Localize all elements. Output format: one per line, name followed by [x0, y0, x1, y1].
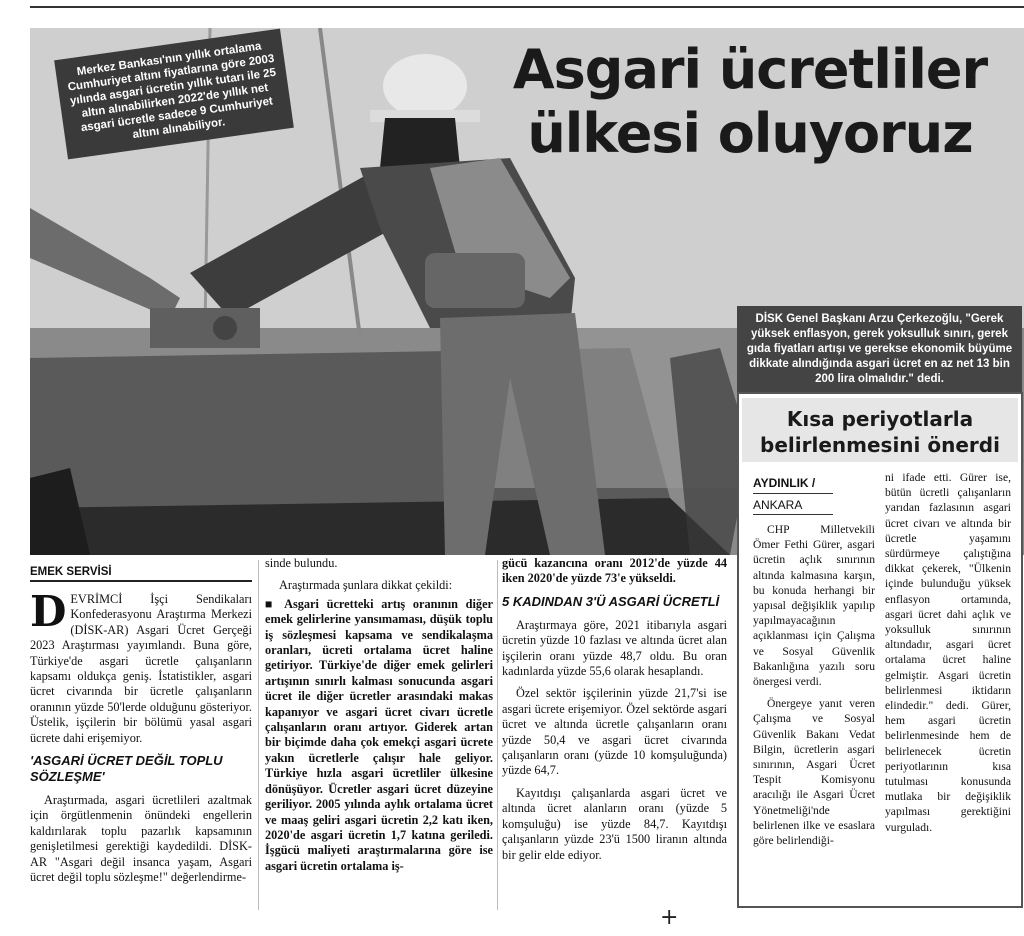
- section-rule: [30, 580, 252, 582]
- gold-callout: Merkez Bankası'nın yıllık ortalama Cumhuriyet altını fiyatlarına göre 2003 yılında asgari ücretin yıllık tutarı ile 25 altın alınabilirken 2022'de yıllık net asgari ücretle sadece 9 Cumhuriyet altını alınabiliyor.: [54, 29, 294, 160]
- byline-source: AYDINLIK /: [753, 476, 816, 490]
- sidebar-column-1: [753, 522, 875, 855]
- article-column-1: [30, 587, 252, 893]
- column-divider: [497, 560, 498, 910]
- section-label: EMEK SERVİSİ: [30, 566, 112, 578]
- crop-mark: +: [660, 905, 679, 930]
- sidebar-title-line-2: belirlenmesini önerdi: [760, 433, 1000, 457]
- col3-subhead: 5 KADINDAN 3'Ü ASGARİ ÜCRETLİ: [502, 593, 720, 609]
- sidebar-column-2: [885, 470, 1011, 842]
- byline-city: ANKARA: [753, 498, 803, 512]
- top-rule: [30, 6, 1024, 8]
- sidebar-title: [742, 398, 1018, 462]
- article-column-3: [502, 556, 727, 870]
- headline: [510, 38, 990, 166]
- col1-subhead: 'ASGARİ ÜCRET DEĞİL TOPLU SÖZLEŞME': [30, 753, 223, 785]
- col1-paragraph-1: EVRİMCİ İşçi Sendikaları Konfederasyonu Araştırma Merkezi (DİSK-AR) Asgari Ücret Gerçeği 2023 Araştırması yayımlandı. Buna göre, Türkiye'de asgari ücretle çalışanların kapsamı oldukça geniş. İstatistikler, asgari ücret civarında bir ücretle çalışanların oranının yüzde 50'lerde olduğunu gösteriyor. Üstelik, işçilerin bir bölümü yasal asgari ücrete dahi erişemiyor.: [30, 592, 252, 745]
- quote-callout: DİSK Genel Başkanı Arzu Çerkezoğlu, "Gerek yüksek enflasyon, gerek yoksulluk sınırı, gerek gıda fiyatları artışı ve gerekse ekonomik büyüme dikkate alındığında asgari ücret en az net 13 bin 200 lira olmalıdır." dedi.: [737, 306, 1022, 393]
- dropcap: D: [30, 587, 67, 636]
- col3-paragraph-2: Araştırmaya göre, 2021 itibarıyla asgari ücretin yüzde 10 fazlası ve altında ücret alan işçilerin oranı yüzde 48,7 oldu. Bu oran kadınlarda yüzde 55,6 olarak hesaplandı.: [502, 617, 727, 679]
- headline-line-1: Asgari ücretliler: [512, 38, 988, 101]
- sidebar-title-line-1: Kısa periyotlarla: [786, 407, 974, 431]
- sidebar-paragraph-1: CHP Milletvekili Ömer Fethi Gürer, asgari ücretin açlık sınırının altında kalmasına karşın, bu konuda herhangi bir yapısal değişiklik yapılıp yapılmayacağının açıklanması için Çalışma ve Sosyal Güvenlik Bakanlığına yazılı soru önergesi verdi.: [753, 523, 875, 689]
- col2-paragraph-2: Araştırmada şunlara dikkat çekildi:: [279, 578, 453, 593]
- col2-paragraph-3: ■ Asgari ücretteki artış oranının diğer emek gelirlerine yansımaması, düşük toplu iş sözleşmesi kapsama ve sendikalaşma oranları, ücreti ortalama ücret haline getiriyor. Türkiye'de diğer emek gelirleri artışının sınırlı kalması sonucunda asgari ücret ile diğer ücretler arasındaki makas kapanıyor ve asgari ücret civarı ücretle çalışanların oranı artıyor. Giderek artan bir biçimde daha çok emekçi asgari ücrete yakın ücretlerle çalışır hale geliyor. Türkiye hızla asgari ücretliler ülkesine dönüşüyor. Ücretler asgari ücret düzeyine geriliyor. 2005 yılında aylık ortalama ücret ve maaş geliri asgari ücretin 2,2 katı iken, 2020'de asgari ücretin 1,7 katına geriledi. İşgücü maliyeti araştırmalarına göre ise asgari ücretin ortalama iş-: [265, 596, 493, 873]
- column-divider: [258, 560, 259, 910]
- col3-paragraph-1: gücü kazancına oranı 2012'de yüzde 44 iken 2020'de yüzde 73'e yükseldi.: [502, 556, 727, 586]
- byline-rule: [753, 493, 833, 494]
- col2-paragraph-1: sinde bulundu.: [265, 556, 338, 570]
- col1-paragraph-2: Araştırmada, asgari ücretlileri azaltmak için örgütlenmenin önündeki engellerin kaldırılarak toplu pazarlık kapsamının genişletilmesi gerektiği kaydedildi. DİSK-AR "Asgari değil insanca yaşam, Asgari ücret değil toplu sözleşme!" değerlendirme-: [30, 793, 252, 885]
- byline-rule: [753, 514, 833, 515]
- col3-paragraph-3: Özel sektör işçilerinin yüzde 21,7'si ise asgari ücrete erişemiyor. Özel sektörde asgari ücret ve altında ücretle çalışanların oranı yüzde 50,4 ve asgari ücret civarında çalışanların oranı (yüzde 10 komşuluğunda) yüzde 64,7.: [502, 686, 727, 778]
- col3-paragraph-4: Kayıtdışı çalışanlarda asgari ücret ve altında ücret alanların oranı (yüzde 5 komşuluğu) ise yüzde 84,7. Kayıtdışı çalışanların yüzde 23'ü 1500 liranın altında bir gelir elde ediyor.: [502, 785, 727, 862]
- sidebar-paragraph-3: ni ifade etti. Gürer ise, bütün ücretli çalışanların yarıdan fazlasının asgari ücret civarı ve altında bir ücretle yaşamını sürdürmeye çalıştığına dikkat çekerek, "Ülkenin içinde bulunduğu yüksek enflasyon ortamında, asgari ücret dahi açlık ve yoksulluk sınırının altındadır, asgari ücret ortalama ücret haline gelmiştir. Asgari ücretin belirlenmesi iktidarın elindedir." dedi. Gürer, hem asgari ücretin belirlenmesinde hem de belirlenecek ücretin periyotlarının kısa tutulması konusunda mutlaka bir değişiklik yapılması gerektiğini vurguladı.: [885, 471, 1011, 834]
- headline-line-2: ülkesi oluyoruz: [527, 102, 973, 165]
- sidebar-paragraph-2: Önergeye yanıt veren Çalışma ve Sosyal Güvenlik Bakanı Vedat Bilgin, ücretlerin asgari sınırının, Asgari Ücret Tespit Komisyonu aracılığı ile Asgari Ücret Yönetmeliği'nde belirlenen ilke ve esaslara göre belirlendiği-: [753, 697, 875, 848]
- article-column-2: [265, 556, 493, 881]
